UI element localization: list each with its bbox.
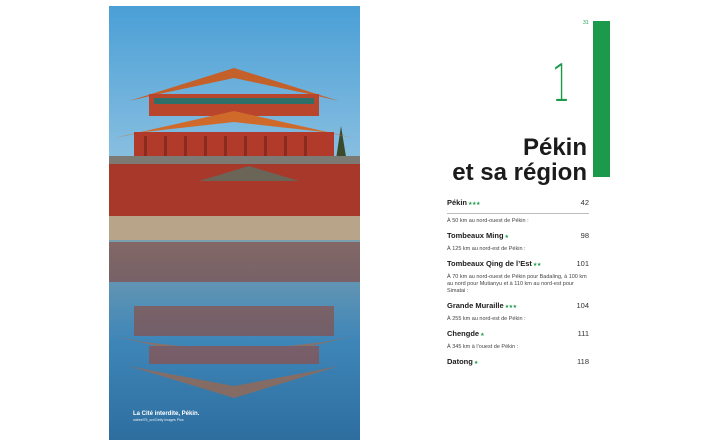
toc-page: 104 <box>576 301 589 310</box>
chapter-accent-bar <box>593 21 610 177</box>
toc-note: À 255 km au nord-est de Pékin : <box>447 316 526 322</box>
toc-name: Datong <box>447 357 473 366</box>
toc-entry[interactable] <box>447 344 589 369</box>
star-rating-icon: ★ <box>504 234 509 240</box>
caption-text: La Cité interdite, Pékin. <box>133 411 200 417</box>
toc-name: Chengde <box>447 329 480 338</box>
toc-name: Pékin <box>447 198 468 207</box>
toc-name: Grande Muraille <box>447 301 504 310</box>
page-number: 31 <box>583 20 589 26</box>
toc-page: 111 <box>577 329 589 338</box>
toc-page: 118 <box>577 357 589 366</box>
toc-name: Tombeaux Ming <box>447 231 504 240</box>
toc-page: 101 <box>576 259 589 268</box>
star-rating-icon: ★ <box>480 332 485 338</box>
toc-note: À 125 km au nord-est de Pékin : <box>447 246 526 252</box>
table-of-contents <box>447 192 589 372</box>
chapter-title <box>452 135 587 185</box>
toc-page: 98 <box>580 231 589 240</box>
forbidden-city-photo <box>109 6 360 440</box>
toc-name: Tombeaux Qing de l’Est <box>447 259 532 268</box>
toc-entry[interactable] <box>447 246 589 271</box>
toc-entry[interactable] <box>447 274 589 313</box>
toc-entry[interactable] <box>447 316 589 341</box>
toc-entry[interactable] <box>447 218 589 243</box>
chapter-title-line1: Pékin <box>522 134 587 161</box>
star-rating-icon: ★★★ <box>504 304 517 310</box>
photo-credit: nabeel75_scr/Getty Images Plus <box>133 418 184 422</box>
toc-note: À 70 km au nord-ouest de Pékin pour Badaling, à 100 km au nord pour Mutianyu et à 110 km au nord-est pour Simatai : <box>447 274 587 294</box>
toc-note: À 345 km à l’ouest de Pékin : <box>447 344 519 350</box>
photo-caption <box>133 411 199 422</box>
forbidden-city-illustration <box>109 6 360 440</box>
chapter-number: 1 <box>552 54 571 114</box>
chapter-title-line2: et sa région <box>452 159 587 186</box>
toc-entry[interactable] <box>447 192 589 214</box>
star-rating-icon: ★★★ <box>468 201 480 207</box>
toc-note: À 50 km au nord-ouest de Pékin : <box>447 218 529 224</box>
star-rating-icon: ★ <box>473 360 478 366</box>
toc-page: 42 <box>580 198 589 207</box>
star-rating-icon: ★★ <box>532 262 541 268</box>
